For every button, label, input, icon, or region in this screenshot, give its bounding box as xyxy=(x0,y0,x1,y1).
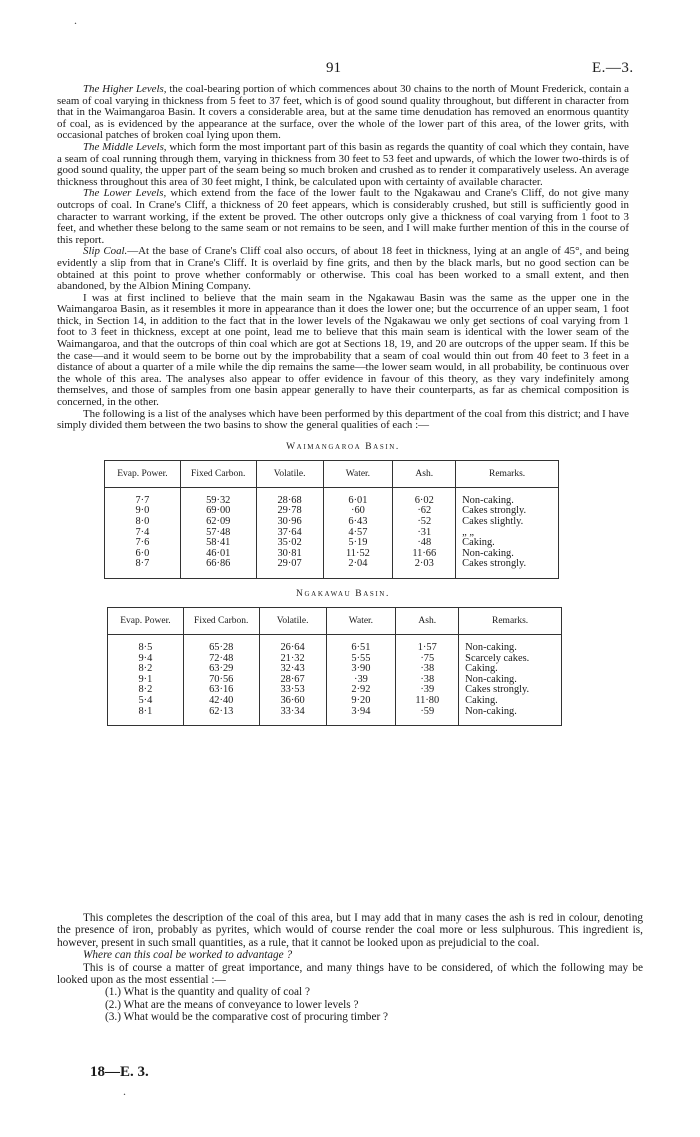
column-header: Fixed Carbon. xyxy=(183,607,259,634)
table-cell: 62·13 xyxy=(183,707,259,726)
paragraph-text: which extend from the face of the lower fault to the Ngakawau and Crane's Cliff, do not give many outcrops of coal. In Crane's Cliff, a thickness of 20 feet appears, which is considerably crushed, but still is sufficiently good in character to warrant working, if the extent be proved. The other outcrops only give a thickness of coal varying from 1 foot to 3 feet, and whether these belong to the same seam or not remains to be seen, and I will make further mention of this in the course of this report. xyxy=(57,187,629,246)
closing-text xyxy=(57,912,643,1024)
table-row xyxy=(105,487,559,506)
table-row xyxy=(108,634,562,653)
table-cell: 29·78 xyxy=(256,506,323,517)
table-cell: 72·48 xyxy=(183,654,259,665)
remarks-cell: „ „ xyxy=(456,528,559,539)
body-text xyxy=(57,84,629,726)
paragraph-considerations: This is of course a matter of great importance, and many things have to be considered, of which the following may be looked upon as the most essential :— xyxy=(57,961,643,987)
table-cell: 30·96 xyxy=(256,517,323,528)
table-cell: 59·32 xyxy=(180,487,256,506)
speck-mark: . xyxy=(123,1084,126,1098)
paragraph-question xyxy=(57,949,643,961)
table-cell: ·52 xyxy=(393,517,456,528)
list-item: (1.) What is the quantity and quality of coal ? xyxy=(105,986,310,999)
table-cell: 33·34 xyxy=(259,707,326,726)
table-row xyxy=(108,707,562,726)
table-cell: 8·7 xyxy=(105,559,181,578)
column-header: Remarks. xyxy=(459,607,562,634)
table-cell: 21·32 xyxy=(259,654,326,665)
table-cell: 46·01 xyxy=(180,549,256,560)
table-cell: 6·01 xyxy=(323,487,393,506)
column-header: Fixed Carbon. xyxy=(180,460,256,487)
table-cell: 1·57 xyxy=(396,634,459,653)
question-list xyxy=(105,986,643,1023)
table-cell: 9·4 xyxy=(108,654,184,665)
document-reference: E.—3. xyxy=(592,60,634,76)
remarks-cell: Cakes strongly. xyxy=(459,685,562,696)
page-number: 91 xyxy=(326,60,341,76)
table-cell: 2·03 xyxy=(393,559,456,578)
table-cell: 3·90 xyxy=(326,664,396,675)
table-cell: 9·0 xyxy=(105,506,181,517)
table-header-row xyxy=(105,460,559,487)
table-cell: 6·51 xyxy=(326,634,396,653)
table-cell: 70·56 xyxy=(183,675,259,686)
list-item: (2.) What are the means of conveyance to lower levels ? xyxy=(105,998,359,1011)
remarks-cell: Cakes strongly. xyxy=(456,559,559,578)
remarks-cell: Non-caking. xyxy=(456,549,559,560)
table-cell: 7·7 xyxy=(105,487,181,506)
table-cell: ·39 xyxy=(396,685,459,696)
table-cell: 5·4 xyxy=(108,696,184,707)
column-header: Ash. xyxy=(393,460,456,487)
remarks-cell: Non-caking. xyxy=(456,487,559,506)
table-cell: 8·2 xyxy=(108,664,184,675)
paragraph-heading: The Higher Levels, xyxy=(83,83,167,95)
table-cell: 69·00 xyxy=(180,506,256,517)
table-cell: ·38 xyxy=(396,664,459,675)
table-cell: 9·1 xyxy=(108,675,184,686)
table-cell: ·48 xyxy=(393,538,456,549)
paragraph-analyses-intro: The following is a list of the analyses which have been performed by this department of the coal from this district; and I have simply divided them between the two basins to show the general qualities of each :— xyxy=(57,407,629,432)
table-body xyxy=(105,487,559,578)
table-cell: 32·43 xyxy=(259,664,326,675)
table-cell: ·31 xyxy=(393,528,456,539)
table-cell: 63·29 xyxy=(183,664,259,675)
table-cell: 4·57 xyxy=(323,528,393,539)
paragraph-middle-levels xyxy=(57,142,629,188)
paragraph-text: —At the base of Crane's Cliff coal also occurs, of about 18 feet in thickness, lying at an angle of 45°, and being evidently a slip from that in Crane's Cliff. It is overlaid by fine grits, and then by the black marls, but no good section can be obtained at this point to prove whether conformably or otherwise. This coal has been worked to a small extent, and then abandoned, by the Albion Mining Company. xyxy=(57,245,629,293)
table-header-row xyxy=(108,607,562,634)
table-cell: ·59 xyxy=(396,707,459,726)
table-cell: 9·20 xyxy=(326,696,396,707)
paragraph-higher-levels xyxy=(57,84,629,142)
table-cell: 6·43 xyxy=(323,517,393,528)
table-cell: 36·60 xyxy=(259,696,326,707)
table-cell: 26·64 xyxy=(259,634,326,653)
table-cell: 66·86 xyxy=(180,559,256,578)
remarks-cell: Cakes slightly. xyxy=(456,517,559,528)
column-header: Evap. Power. xyxy=(108,607,184,634)
table-cell: 3·94 xyxy=(326,707,396,726)
table-row xyxy=(105,559,559,578)
table-cell: 30·81 xyxy=(256,549,323,560)
table-cell: ·75 xyxy=(396,654,459,665)
question-heading: Where can this coal be worked to advantage ? xyxy=(83,949,293,962)
remarks-cell: Caking. xyxy=(456,538,559,549)
table-cell: 65·28 xyxy=(183,634,259,653)
paragraph-heading: Slip Coal. xyxy=(83,245,128,258)
table-cell: 8·0 xyxy=(105,517,181,528)
table-waimangaroa xyxy=(104,460,559,579)
table-cell: 7·6 xyxy=(105,538,181,549)
column-header: Ash. xyxy=(396,607,459,634)
column-header: Water. xyxy=(323,460,393,487)
table-cell: 5·55 xyxy=(326,654,396,665)
table-cell: 42·40 xyxy=(183,696,259,707)
paragraph-text: the coal-bearing portion of which commences about 30 chains to the north of Mount Frederick, contain a seam of coal varying in thickness from 5 feet to 37 feet, which is of good sound quality throughout, but different in character from that in the Waimangaroa Basin. It covers a considerable area, but at the same time denudation has removed an enormous quantity of coal, as is evidenced by the appearance at the surface, over the whole of the lower part of this area, of the lower grits, with occasional patches of broken coal lying upon them. xyxy=(57,83,629,142)
table-cell: 11·66 xyxy=(393,549,456,560)
table-cell: ·60 xyxy=(323,506,393,517)
table-row xyxy=(105,517,559,528)
table-ngakawau xyxy=(107,607,562,726)
column-header: Volatile. xyxy=(256,460,323,487)
remarks-cell: Non-caking. xyxy=(459,675,562,686)
remarks-cell: Caking. xyxy=(459,696,562,707)
table-cell: ·62 xyxy=(393,506,456,517)
paragraph-heading: The Middle Levels, xyxy=(83,140,167,153)
table-cell: 33·53 xyxy=(259,685,326,696)
table-cell: 35·02 xyxy=(256,538,323,549)
table-cell: 62·09 xyxy=(180,517,256,528)
paragraph-main-seam: I was at first inclined to believe that the main seam in the Ngakawau Basin was the same as the upper one in the Waimangaroa Basin, as it resembles it more in appearance than it does the lower one; but the occurrence of an upper seam, 1 foot thick, in Section 14, in addition to the fact that in the lower levels of the Ngakawau we only get sections of coal varying from 1 foot to 3 feet in thickness, except at one point, lead me to believe that this main seam is identical with the lower seam of the Waimangaroa, and that the outcrops of thin coal which are got at Sections 18, 19, and 20 are outcrops of the upper seam. If this be the case—and it would seem to be borne out by the improbability that a seam of coal would thin out from 40 feet to 3 feet in a distance of about a quarter of a mile while the dip remains the same—the lower seam would, in all probability, be continuous over the whole of this area. The analyses also appear to offer evidence in favour of this theory, as they vary indefinitely among themselves, and those of samples from one basin appear generally to have their counterparts, as far as chemical composition is concerned, in the other. xyxy=(57,291,629,409)
remarks-cell: Caking. xyxy=(459,664,562,675)
table-cell: 8·5 xyxy=(108,634,184,653)
table-caption-ngakawau: Ngakawau Basin. xyxy=(296,588,390,599)
table-cell: 28·68 xyxy=(256,487,323,506)
speck-mark: . xyxy=(74,13,77,27)
paragraph-text: which form the most important part of this basin as regards the quantity of coal which they contain, have a seam of coal running through them, varying in thickness from 30 feet to 53 feet and upwards, of which the lower two-thirds is of good sound quality, the upper part of the seam being so much broken and crushed as to render it comparatively useless. An average thickness throughout this area of 30 feet might, I think, be calculated upon with certainty of available character. xyxy=(57,140,629,188)
table-cell: 2·92 xyxy=(326,685,396,696)
table-cell: ·39 xyxy=(326,675,396,686)
paragraph-lower-levels xyxy=(57,188,629,246)
table-cell: 57·48 xyxy=(180,528,256,539)
paragraph-slip-coal xyxy=(57,246,629,292)
table-cell: 11·52 xyxy=(323,549,393,560)
remarks-cell: Non-caking. xyxy=(459,634,562,653)
column-header: Volatile. xyxy=(259,607,326,634)
table-cell: 5·19 xyxy=(323,538,393,549)
table-cell: ·38 xyxy=(396,675,459,686)
table-cell: 6·02 xyxy=(393,487,456,506)
table-cell: 8·1 xyxy=(108,707,184,726)
footer-reference: 18—E. 3. xyxy=(90,1064,149,1080)
table-body xyxy=(108,634,562,725)
table-cell: 58·41 xyxy=(180,538,256,549)
table-cell: 63·16 xyxy=(183,685,259,696)
remarks-cell: Cakes strongly. xyxy=(456,506,559,517)
table-cell: 11·80 xyxy=(396,696,459,707)
column-header: Remarks. xyxy=(456,460,559,487)
table-row xyxy=(108,696,562,707)
table-caption-waimangaroa: Waimangaroa Basin. xyxy=(286,441,400,452)
remarks-cell: Scarcely cakes. xyxy=(459,654,562,665)
remarks-cell: Non-caking. xyxy=(459,707,562,726)
column-header: Evap. Power. xyxy=(105,460,181,487)
paragraph-ash-colour: This completes the description of the coal of this area, but I may add that in many cases the ash is red in colour, denoting the presence of iron, probably as pyrites, which would of course render the coal more or less sulphurous. This ingredient is, however, present in such small quantities, as a rule, that it cannot be looked upon as prejudicial to the coal. xyxy=(57,912,643,949)
column-header: Water. xyxy=(326,607,396,634)
table-cell: 2·04 xyxy=(323,559,393,578)
table-cell: 28·67 xyxy=(259,675,326,686)
table-cell: 29·07 xyxy=(256,559,323,578)
table-cell: 6·0 xyxy=(105,549,181,560)
table-cell: 37·64 xyxy=(256,528,323,539)
table-cell: 7·4 xyxy=(105,528,181,539)
table-cell: 8·2 xyxy=(108,685,184,696)
list-item: (3.) What would be the comparative cost of procuring timber ? xyxy=(105,1011,389,1024)
paragraph-heading: The Lower Levels, xyxy=(83,187,167,200)
